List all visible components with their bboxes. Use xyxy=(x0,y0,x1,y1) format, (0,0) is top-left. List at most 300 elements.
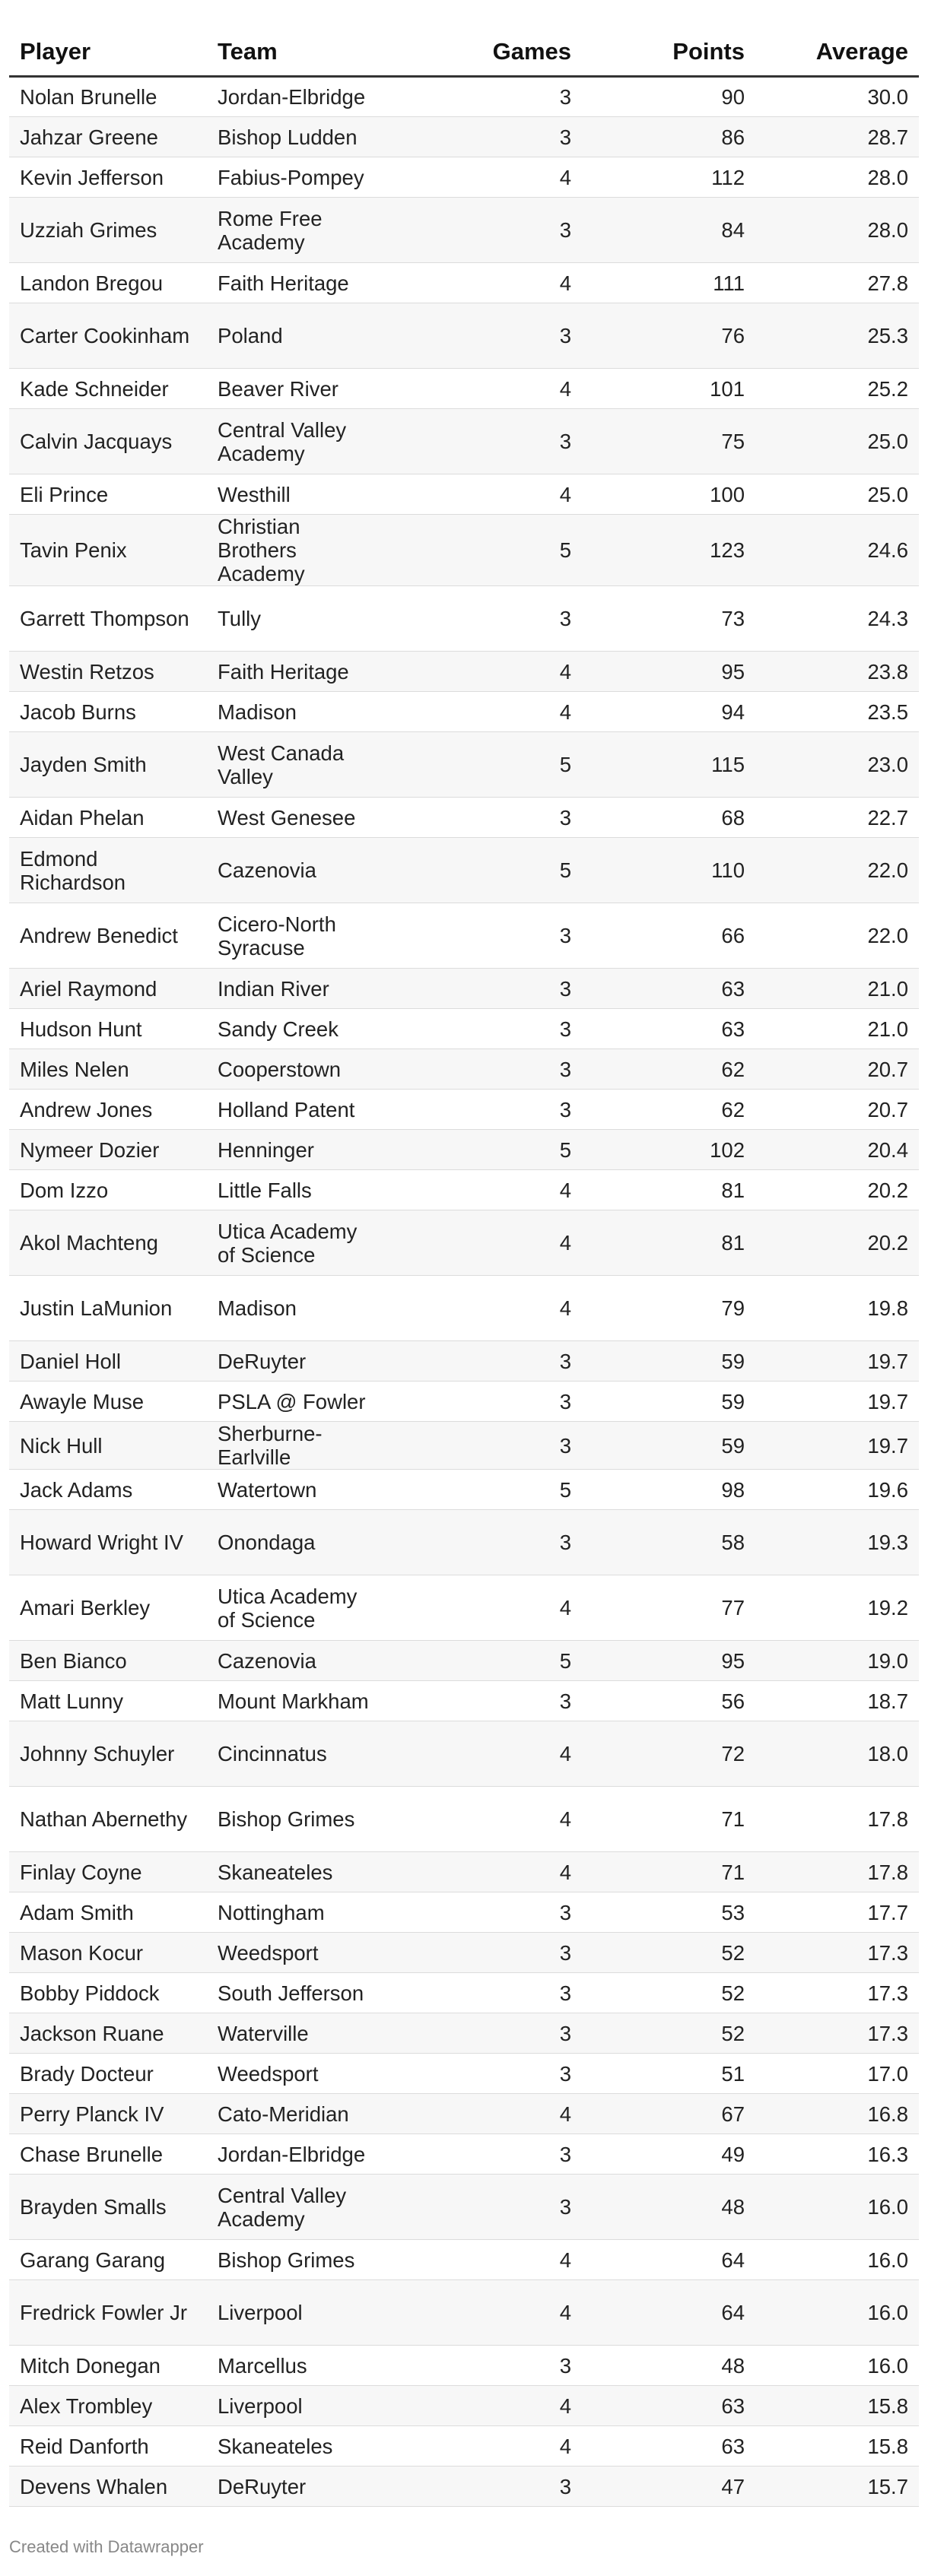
column-header-games[interactable]: Games xyxy=(392,27,582,77)
cell-games: 4 xyxy=(392,474,582,515)
table-row xyxy=(9,2240,919,2280)
cell-team: Indian River xyxy=(207,969,392,1009)
cell-games: 3 xyxy=(392,2013,582,2054)
cell-team: Cato-Meridian xyxy=(207,2094,392,2134)
cell-team: Madison xyxy=(207,692,392,732)
cell-average: 16.0 xyxy=(755,2175,919,2240)
table-row xyxy=(9,2280,919,2346)
cell-games: 4 xyxy=(392,1276,582,1341)
table-row xyxy=(9,1892,919,1933)
cell-games: 4 xyxy=(392,1852,582,1892)
cell-games: 3 xyxy=(392,1973,582,2013)
cell-team: Tully xyxy=(207,586,392,652)
cell-average: 19.2 xyxy=(755,1575,919,1641)
cell-team: Holland Patent xyxy=(207,1090,392,1130)
table-row xyxy=(9,969,919,1009)
cell-average: 17.3 xyxy=(755,1933,919,1973)
cell-team: West Genesee xyxy=(207,798,392,838)
cell-points: 90 xyxy=(582,77,755,117)
cell-average: 25.0 xyxy=(755,409,919,474)
cell-team: Waterville xyxy=(207,2013,392,2054)
cell-player: Matt Lunny xyxy=(9,1681,207,1721)
cell-average: 16.3 xyxy=(755,2134,919,2175)
cell-player: Brayden Smalls xyxy=(9,2175,207,2240)
cell-points: 71 xyxy=(582,1852,755,1892)
cell-average: 30.0 xyxy=(755,77,919,117)
cell-player: Alex Trombley xyxy=(9,2386,207,2426)
cell-team: Liverpool xyxy=(207,2386,392,2426)
cell-points: 81 xyxy=(582,1210,755,1276)
cell-player: Daniel Holl xyxy=(9,1341,207,1382)
table-row xyxy=(9,263,919,303)
cell-games: 3 xyxy=(392,1090,582,1130)
cell-games: 3 xyxy=(392,798,582,838)
table-row xyxy=(9,1170,919,1210)
cell-team: Faith Heritage xyxy=(207,652,392,692)
cell-games: 5 xyxy=(392,1641,582,1681)
table-row xyxy=(9,117,919,157)
table-row xyxy=(9,1510,919,1575)
cell-games: 3 xyxy=(392,586,582,652)
cell-average: 23.8 xyxy=(755,652,919,692)
cell-player: Westin Retzos xyxy=(9,652,207,692)
column-header-team[interactable]: Team xyxy=(207,27,392,77)
cell-points: 59 xyxy=(582,1382,755,1422)
cell-average: 21.0 xyxy=(755,1009,919,1049)
cell-player: Jackson Ruane xyxy=(9,2013,207,2054)
cell-team: Cooperstown xyxy=(207,1049,392,1090)
table-row xyxy=(9,1210,919,1276)
cell-points: 67 xyxy=(582,2094,755,2134)
table-row xyxy=(9,157,919,198)
table-row xyxy=(9,77,919,117)
cell-player: Andrew Jones xyxy=(9,1090,207,1130)
table-row xyxy=(9,303,919,369)
cell-games: 3 xyxy=(392,2054,582,2094)
cell-average: 24.3 xyxy=(755,586,919,652)
cell-average: 17.7 xyxy=(755,1892,919,1933)
cell-games: 3 xyxy=(392,77,582,117)
cell-points: 77 xyxy=(582,1575,755,1641)
table-row xyxy=(9,652,919,692)
cell-team: Onondaga xyxy=(207,1510,392,1575)
cell-games: 5 xyxy=(392,515,582,586)
table-row xyxy=(9,409,919,474)
table-row xyxy=(9,2134,919,2175)
table-row xyxy=(9,2467,919,2507)
stats-table-container xyxy=(9,27,919,2507)
cell-points: 68 xyxy=(582,798,755,838)
table-row xyxy=(9,1090,919,1130)
table-body xyxy=(9,77,919,2507)
cell-team: Fabius-Pompey xyxy=(207,157,392,198)
table-row xyxy=(9,369,919,409)
table-row xyxy=(9,838,919,903)
cell-player: Nymeer Dozier xyxy=(9,1130,207,1170)
cell-points: 48 xyxy=(582,2346,755,2386)
cell-average: 20.4 xyxy=(755,1130,919,1170)
cell-player: Landon Bregou xyxy=(9,263,207,303)
cell-average: 19.8 xyxy=(755,1276,919,1341)
cell-player: Aidan Phelan xyxy=(9,798,207,838)
cell-player: Nolan Brunelle xyxy=(9,77,207,117)
cell-points: 59 xyxy=(582,1341,755,1382)
cell-points: 95 xyxy=(582,652,755,692)
cell-player: Reid Danforth xyxy=(9,2426,207,2467)
cell-player: Ben Bianco xyxy=(9,1641,207,1681)
table-row xyxy=(9,1382,919,1422)
cell-points: 47 xyxy=(582,2467,755,2507)
cell-average: 23.5 xyxy=(755,692,919,732)
cell-games: 4 xyxy=(392,1721,582,1787)
table-row xyxy=(9,2175,919,2240)
cell-average: 22.7 xyxy=(755,798,919,838)
cell-games: 3 xyxy=(392,1341,582,1382)
cell-player: Chase Brunelle xyxy=(9,2134,207,2175)
cell-team: Bishop Grimes xyxy=(207,2240,392,2280)
cell-player: Mason Kocur xyxy=(9,1933,207,1973)
cell-player: Devens Whalen xyxy=(9,2467,207,2507)
cell-games: 4 xyxy=(392,652,582,692)
cell-team: Skaneateles xyxy=(207,2426,392,2467)
cell-average: 25.0 xyxy=(755,474,919,515)
table-row xyxy=(9,1721,919,1787)
cell-games: 4 xyxy=(392,1210,582,1276)
cell-points: 52 xyxy=(582,1933,755,1973)
cell-average: 15.7 xyxy=(755,2467,919,2507)
cell-team: Cazenovia xyxy=(207,1641,392,1681)
cell-team: Bishop Ludden xyxy=(207,117,392,157)
cell-player: Finlay Coyne xyxy=(9,1852,207,1892)
cell-average: 16.0 xyxy=(755,2346,919,2386)
cell-games: 3 xyxy=(392,1510,582,1575)
cell-player: Johnny Schuyler xyxy=(9,1721,207,1787)
cell-player: Kade Schneider xyxy=(9,369,207,409)
cell-player: Brady Docteur xyxy=(9,2054,207,2094)
table-row xyxy=(9,692,919,732)
cell-points: 79 xyxy=(582,1276,755,1341)
cell-player: Howard Wright IV xyxy=(9,1510,207,1575)
cell-points: 72 xyxy=(582,1721,755,1787)
table-row xyxy=(9,2426,919,2467)
table-row xyxy=(9,1933,919,1973)
cell-points: 66 xyxy=(582,903,755,969)
cell-games: 3 xyxy=(392,2346,582,2386)
cell-average: 19.7 xyxy=(755,1422,919,1470)
cell-points: 123 xyxy=(582,515,755,586)
table-row xyxy=(9,1009,919,1049)
cell-points: 64 xyxy=(582,2240,755,2280)
cell-points: 110 xyxy=(582,838,755,903)
cell-player: Edmond Richardson xyxy=(9,838,207,903)
cell-average: 16.0 xyxy=(755,2240,919,2280)
cell-points: 115 xyxy=(582,732,755,798)
cell-team: Christian Brothers Academy xyxy=(207,515,392,586)
cell-points: 111 xyxy=(582,263,755,303)
cell-team: Cicero-North Syracuse xyxy=(207,903,392,969)
cell-average: 27.8 xyxy=(755,263,919,303)
cell-player: Nathan Abernethy xyxy=(9,1787,207,1852)
cell-average: 22.0 xyxy=(755,838,919,903)
cell-points: 52 xyxy=(582,1973,755,2013)
cell-games: 4 xyxy=(392,1787,582,1852)
table-row xyxy=(9,2054,919,2094)
cell-player: Fredrick Fowler Jr xyxy=(9,2280,207,2346)
table-row xyxy=(9,1681,919,1721)
cell-player: Hudson Hunt xyxy=(9,1009,207,1049)
cell-points: 52 xyxy=(582,2013,755,2054)
cell-average: 17.0 xyxy=(755,2054,919,2094)
table-row xyxy=(9,1852,919,1892)
cell-player: Eli Prince xyxy=(9,474,207,515)
cell-team: Little Falls xyxy=(207,1170,392,1210)
table-row xyxy=(9,903,919,969)
table-row xyxy=(9,732,919,798)
cell-team: Central Valley Academy xyxy=(207,2175,392,2240)
cell-player: Calvin Jacquays xyxy=(9,409,207,474)
cell-team: Henninger xyxy=(207,1130,392,1170)
table-row xyxy=(9,798,919,838)
cell-player: Mitch Donegan xyxy=(9,2346,207,2386)
cell-player: Jack Adams xyxy=(9,1470,207,1510)
cell-team: Marcellus xyxy=(207,2346,392,2386)
cell-games: 4 xyxy=(392,369,582,409)
cell-team: Mount Markham xyxy=(207,1681,392,1721)
cell-team: Westhill xyxy=(207,474,392,515)
cell-points: 51 xyxy=(582,2054,755,2094)
cell-average: 28.0 xyxy=(755,157,919,198)
table-row xyxy=(9,586,919,652)
cell-average: 16.8 xyxy=(755,2094,919,2134)
cell-team: Skaneateles xyxy=(207,1852,392,1892)
cell-points: 76 xyxy=(582,303,755,369)
cell-points: 95 xyxy=(582,1641,755,1681)
cell-average: 19.0 xyxy=(755,1641,919,1681)
cell-team: DeRuyter xyxy=(207,2467,392,2507)
cell-points: 56 xyxy=(582,1681,755,1721)
cell-average: 19.7 xyxy=(755,1341,919,1382)
cell-player: Jahzar Greene xyxy=(9,117,207,157)
column-header-points[interactable]: Points xyxy=(582,27,755,77)
cell-average: 28.0 xyxy=(755,198,919,263)
cell-team: West Canada Valley xyxy=(207,732,392,798)
cell-player: Garang Garang xyxy=(9,2240,207,2280)
cell-player: Adam Smith xyxy=(9,1892,207,1933)
cell-average: 19.7 xyxy=(755,1382,919,1422)
cell-average: 22.0 xyxy=(755,903,919,969)
cell-points: 98 xyxy=(582,1470,755,1510)
cell-team: Utica Academy of Science xyxy=(207,1210,392,1276)
cell-average: 19.3 xyxy=(755,1510,919,1575)
cell-average: 20.7 xyxy=(755,1090,919,1130)
table-row xyxy=(9,2013,919,2054)
cell-player: Justin LaMunion xyxy=(9,1276,207,1341)
cell-games: 4 xyxy=(392,2240,582,2280)
cell-games: 3 xyxy=(392,2134,582,2175)
cell-team: Sherburne-Earlville xyxy=(207,1422,392,1470)
cell-points: 94 xyxy=(582,692,755,732)
cell-team: Utica Academy of Science xyxy=(207,1575,392,1641)
cell-games: 5 xyxy=(392,732,582,798)
column-header-player[interactable]: Player xyxy=(9,27,207,77)
cell-games: 4 xyxy=(392,2094,582,2134)
cell-games: 3 xyxy=(392,409,582,474)
cell-player: Dom Izzo xyxy=(9,1170,207,1210)
cell-points: 58 xyxy=(582,1510,755,1575)
table-row xyxy=(9,1341,919,1382)
cell-team: Weedsport xyxy=(207,1933,392,1973)
cell-games: 3 xyxy=(392,1382,582,1422)
cell-team: Cazenovia xyxy=(207,838,392,903)
cell-average: 15.8 xyxy=(755,2386,919,2426)
cell-points: 63 xyxy=(582,969,755,1009)
table-row xyxy=(9,1130,919,1170)
cell-points: 59 xyxy=(582,1422,755,1470)
cell-points: 86 xyxy=(582,117,755,157)
cell-points: 112 xyxy=(582,157,755,198)
cell-points: 73 xyxy=(582,586,755,652)
cell-team: Cincinnatus xyxy=(207,1721,392,1787)
cell-games: 3 xyxy=(392,969,582,1009)
datawrapper-credit: Created with Datawrapper xyxy=(9,2537,204,2556)
cell-average: 15.8 xyxy=(755,2426,919,2467)
cell-player: Kevin Jefferson xyxy=(9,157,207,198)
cell-average: 18.7 xyxy=(755,1681,919,1721)
cell-average: 19.6 xyxy=(755,1470,919,1510)
cell-games: 3 xyxy=(392,1933,582,1973)
cell-team: Jordan-Elbridge xyxy=(207,2134,392,2175)
cell-games: 4 xyxy=(392,1170,582,1210)
cell-games: 3 xyxy=(392,117,582,157)
cell-points: 62 xyxy=(582,1090,755,1130)
column-header-average[interactable]: Average xyxy=(755,27,919,77)
cell-games: 4 xyxy=(392,692,582,732)
cell-player: Garrett Thompson xyxy=(9,586,207,652)
cell-games: 4 xyxy=(392,2426,582,2467)
cell-team: Bishop Grimes xyxy=(207,1787,392,1852)
header-row xyxy=(9,27,919,77)
cell-team: Rome Free Academy xyxy=(207,198,392,263)
cell-player: Uzziah Grimes xyxy=(9,198,207,263)
cell-games: 5 xyxy=(392,1130,582,1170)
cell-team: PSLA @ Fowler xyxy=(207,1382,392,1422)
cell-player: Akol Machteng xyxy=(9,1210,207,1276)
cell-games: 3 xyxy=(392,903,582,969)
cell-average: 23.0 xyxy=(755,732,919,798)
table-row xyxy=(9,1787,919,1852)
cell-player: Bobby Piddock xyxy=(9,1973,207,2013)
cell-player: Andrew Benedict xyxy=(9,903,207,969)
cell-player: Tavin Penix xyxy=(9,515,207,586)
cell-points: 63 xyxy=(582,1009,755,1049)
cell-team: Liverpool xyxy=(207,2280,392,2346)
cell-player: Awayle Muse xyxy=(9,1382,207,1422)
cell-team: Nottingham xyxy=(207,1892,392,1933)
cell-team: Faith Heritage xyxy=(207,263,392,303)
cell-player: Jayden Smith xyxy=(9,732,207,798)
table-row xyxy=(9,2346,919,2386)
cell-team: Poland xyxy=(207,303,392,369)
cell-team: South Jefferson xyxy=(207,1973,392,2013)
cell-team: DeRuyter xyxy=(207,1341,392,1382)
table-row xyxy=(9,1470,919,1510)
cell-player: Perry Planck IV xyxy=(9,2094,207,2134)
cell-average: 25.2 xyxy=(755,369,919,409)
table-row xyxy=(9,515,919,586)
table-row xyxy=(9,1049,919,1090)
cell-team: Madison xyxy=(207,1276,392,1341)
cell-points: 81 xyxy=(582,1170,755,1210)
cell-average: 25.3 xyxy=(755,303,919,369)
cell-player: Amari Berkley xyxy=(9,1575,207,1641)
cell-games: 3 xyxy=(392,198,582,263)
cell-games: 5 xyxy=(392,1470,582,1510)
table-row xyxy=(9,198,919,263)
cell-games: 3 xyxy=(392,1049,582,1090)
cell-player: Carter Cookinham xyxy=(9,303,207,369)
cell-average: 17.3 xyxy=(755,1973,919,2013)
cell-points: 101 xyxy=(582,369,755,409)
cell-points: 84 xyxy=(582,198,755,263)
table-row xyxy=(9,474,919,515)
cell-team: Central Valley Academy xyxy=(207,409,392,474)
cell-games: 4 xyxy=(392,1575,582,1641)
table-row xyxy=(9,1422,919,1470)
cell-average: 16.0 xyxy=(755,2280,919,2346)
cell-games: 3 xyxy=(392,303,582,369)
cell-games: 3 xyxy=(392,1681,582,1721)
cell-points: 102 xyxy=(582,1130,755,1170)
cell-games: 3 xyxy=(392,2175,582,2240)
cell-average: 24.6 xyxy=(755,515,919,586)
cell-team: Sandy Creek xyxy=(207,1009,392,1049)
cell-points: 71 xyxy=(582,1787,755,1852)
cell-games: 4 xyxy=(392,2386,582,2426)
cell-player: Ariel Raymond xyxy=(9,969,207,1009)
stats-table xyxy=(9,27,919,2507)
cell-points: 100 xyxy=(582,474,755,515)
cell-points: 62 xyxy=(582,1049,755,1090)
cell-points: 63 xyxy=(582,2386,755,2426)
cell-points: 63 xyxy=(582,2426,755,2467)
cell-average: 20.2 xyxy=(755,1170,919,1210)
cell-player: Miles Nelen xyxy=(9,1049,207,1090)
cell-player: Nick Hull xyxy=(9,1422,207,1470)
cell-games: 5 xyxy=(392,838,582,903)
table-row xyxy=(9,1276,919,1341)
cell-average: 20.7 xyxy=(755,1049,919,1090)
cell-average: 18.0 xyxy=(755,1721,919,1787)
cell-points: 49 xyxy=(582,2134,755,2175)
cell-points: 75 xyxy=(582,409,755,474)
cell-average: 17.8 xyxy=(755,1787,919,1852)
cell-team: Watertown xyxy=(207,1470,392,1510)
cell-average: 17.8 xyxy=(755,1852,919,1892)
cell-games: 3 xyxy=(392,1009,582,1049)
cell-games: 4 xyxy=(392,2280,582,2346)
cell-average: 20.2 xyxy=(755,1210,919,1276)
cell-points: 53 xyxy=(582,1892,755,1933)
table-row xyxy=(9,2386,919,2426)
table-row xyxy=(9,2094,919,2134)
cell-team: Weedsport xyxy=(207,2054,392,2094)
cell-average: 21.0 xyxy=(755,969,919,1009)
cell-player: Jacob Burns xyxy=(9,692,207,732)
cell-team: Jordan-Elbridge xyxy=(207,77,392,117)
table-row xyxy=(9,1973,919,2013)
cell-team: Beaver River xyxy=(207,369,392,409)
cell-average: 17.3 xyxy=(755,2013,919,2054)
